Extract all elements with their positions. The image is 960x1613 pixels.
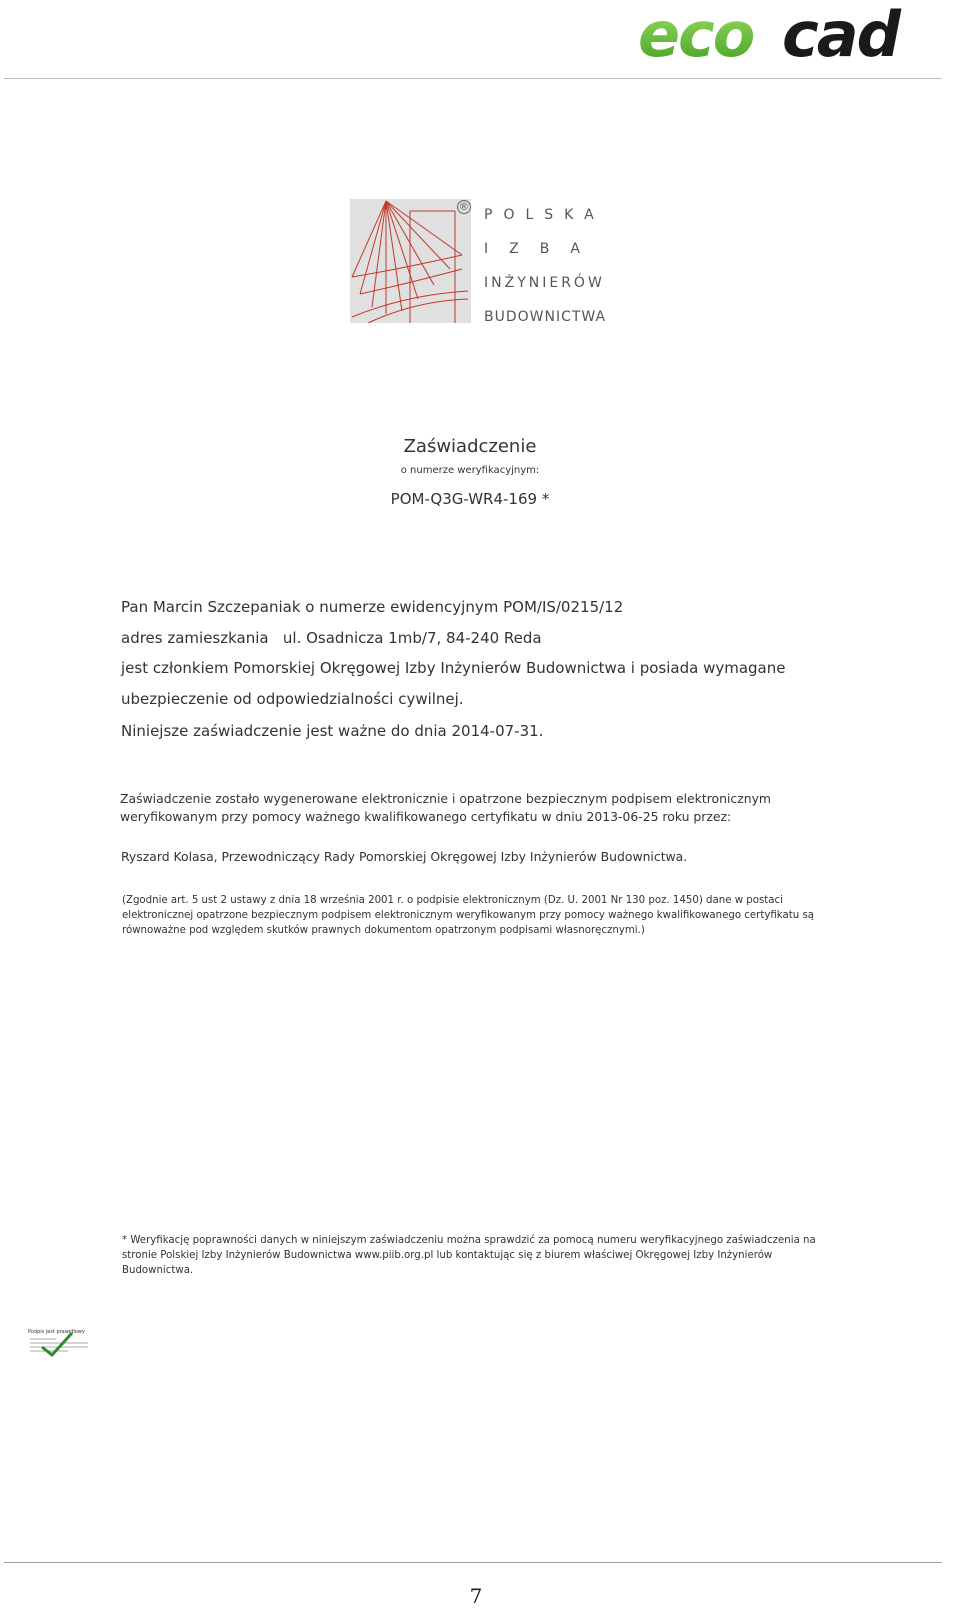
- registered-mark: ®: [458, 200, 470, 213]
- header-divider: [4, 78, 942, 79]
- piib-emblem: [350, 199, 471, 323]
- piib-line-budownictwa: BUDOWNICTWA: [484, 309, 607, 325]
- stamp-label: Podpis jest prawidłowy: [28, 1329, 85, 1335]
- page-number: 7: [469, 1584, 483, 1608]
- certificate-number: POM-Q3G-WR4-169 *: [390, 490, 550, 508]
- certificate-title: Zaświadczenie: [403, 436, 537, 457]
- piib-line-izba: IZBA: [484, 241, 601, 257]
- address-line: adres zamieszkania ul. Osadnicza 1mb/7, 84-240 Reda: [121, 629, 542, 647]
- piib-logo-text: [484, 198, 634, 334]
- certificate-subtitle: o numerze weryfikacyjnym:: [400, 465, 540, 476]
- signer-line: Ryszard Kolasa, Przewodniczący Rady Pomorskiej Okręgowej Izby Inżynierów Budownictwa.: [121, 849, 688, 864]
- legal-note: (Zgodnie art. 5 ust 2 ustawy z dnia 18 września 2001 r. o podpisie elektronicznym (Dz. U. 2001 Nr 130 poz. 1450) dane w postaci elektronicznej opatrzone bezpiecznym podpisem elektronicznym weryfikowanym przy pomocy ważnego kwalifikowanego certyfikatu są równoważne pod względem skutków prawnych dokumentom opatrzonym podpisami własnoręcznymi.): [122, 895, 815, 936]
- logo-cad-text: cad: [782, 2, 899, 64]
- holder-line: Pan Marcin Szczepaniak o numerze ewidencyjnym POM/IS/0215/12: [121, 598, 624, 616]
- footer-divider: [4, 1562, 942, 1563]
- generation-paragraph: Zaświadczenie zostało wygenerowane elektronicznie i opatrzone bezpiecznym podpisem elektronicznym weryfikowanym przy pomocy ważnego kwalifikowanego certyfikatu w dniu 2013-06-25 roku przez:: [120, 791, 771, 824]
- insurance-line: ubezpieczenie od odpowiedzialności cywilnej.: [121, 690, 464, 708]
- logo-eco-text: eco: [638, 2, 754, 64]
- piib-line-inzynierow: INŻYNIERÓW: [484, 275, 605, 291]
- verification-footnote: * Weryfikację poprawności danych w niniejszym zaświadczeniu można sprawdzić za pomocą numeru weryfikacyjnego zaświadczenia na stronie Polskiej Izby Inżynierów Budownictwa www.piib.org.pl lub kontaktując się z biurem właściwej Okręgowej Izby Inżynierów Budownictwa.: [122, 1235, 816, 1276]
- ecocad-logo: [634, 2, 934, 64]
- checkmark-icon: [28, 1329, 92, 1357]
- signature-stamp: [28, 1329, 92, 1357]
- piib-line-polska: POLSKA: [484, 207, 605, 223]
- validity-line: Niniejsze zaświadczenie jest ważne do dnia 2014-07-31.: [121, 722, 544, 740]
- membership-line: jest członkiem Pomorskiej Okręgowej Izby Inżynierów Budownictwa i posiada wymagane: [121, 659, 786, 677]
